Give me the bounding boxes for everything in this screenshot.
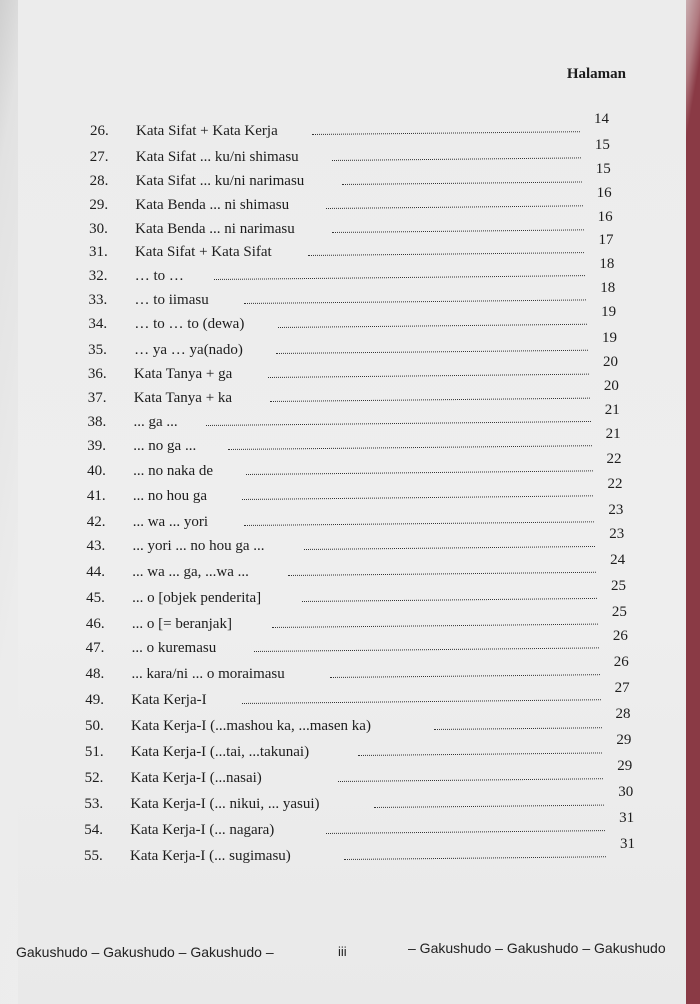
toc-entry xyxy=(87,402,648,436)
toc-entry xyxy=(86,578,646,612)
toc-entry-number: 27. xyxy=(89,149,109,165)
toc-entry-number: 44. xyxy=(86,564,106,580)
toc-entry xyxy=(88,304,648,338)
dot-leader xyxy=(308,252,584,256)
toc-entry-number: 41. xyxy=(86,488,106,504)
footer-page-number: iii xyxy=(338,944,347,959)
dot-leader xyxy=(278,324,587,328)
toc-entry-number: 34. xyxy=(88,316,108,332)
toc-entry xyxy=(84,758,645,792)
toc-entry xyxy=(86,476,647,510)
toc-entry xyxy=(88,256,649,290)
toc-entry-number: 51. xyxy=(84,744,104,760)
toc-entry xyxy=(89,161,650,195)
toc-entry-title: ... yori ... no hou ga ... xyxy=(132,538,265,554)
toc-entry-title: ... o kuremasu xyxy=(131,640,217,656)
dot-leader xyxy=(332,157,581,161)
toc-entry xyxy=(87,378,648,412)
dot-leader xyxy=(268,374,589,378)
toc-entry-title: Kata Kerja-I (... sugimasu) xyxy=(130,848,291,864)
toc-entry-title: ... o [= beranjak] xyxy=(131,616,232,632)
toc-entry xyxy=(89,209,649,243)
toc-entry-number: 47. xyxy=(85,640,105,656)
dot-leader xyxy=(338,778,603,782)
toc-entry-page-number: 23 xyxy=(609,526,625,542)
toc-entry-page-number: 16 xyxy=(596,185,612,201)
toc-entry-number: 48. xyxy=(85,666,105,682)
toc-entry-number: 32. xyxy=(88,268,108,284)
dot-leader xyxy=(254,647,599,652)
toc-entry-page-number: 16 xyxy=(597,209,613,225)
toc-entry xyxy=(87,354,648,388)
toc-entry xyxy=(84,836,644,870)
toc-entry-page-number: 25 xyxy=(611,578,627,594)
toc-entry-page-number: 25 xyxy=(611,604,627,620)
toc-entry-title: Kata Kerja-I (... nagara) xyxy=(130,822,275,838)
dot-leader xyxy=(332,229,584,233)
toc-entry-page-number: 19 xyxy=(602,330,618,346)
toc-entry-number: 54. xyxy=(84,822,103,838)
toc-entry-number: 45. xyxy=(86,590,105,606)
dot-leader xyxy=(304,546,595,550)
toc-entry-page-number: 19 xyxy=(601,304,617,320)
toc-entry-number: 53. xyxy=(84,796,104,812)
toc-entry-title: Kata Tanya + ga xyxy=(133,366,233,382)
toc-entry xyxy=(85,628,646,662)
dot-leader xyxy=(342,181,582,185)
toc-entry-number: 30. xyxy=(89,221,108,237)
dot-leader xyxy=(206,421,591,426)
toc-entry-page-number: 26 xyxy=(613,654,629,670)
toc-entry-number: 39. xyxy=(87,438,107,454)
toc-entry-title: Kata Benda ... ni shimasu xyxy=(135,197,290,213)
toc-entry-number: 26. xyxy=(90,123,109,139)
toc-entry-title: Kata Kerja-I (...nasai) xyxy=(130,770,262,786)
toc-entry-number: 46. xyxy=(85,616,105,632)
dot-leader xyxy=(374,805,604,808)
toc-entry-page-number: 21 xyxy=(604,402,620,418)
toc-entry-title: ... no ga ... xyxy=(133,438,197,454)
toc-entry xyxy=(86,552,646,586)
dot-leader xyxy=(242,699,601,704)
toc-entry-number: 29. xyxy=(89,197,109,213)
toc-entry xyxy=(88,330,648,364)
toc-entry-number: 37. xyxy=(87,390,107,406)
dot-leader xyxy=(326,205,583,209)
toc-entry-title: Kata Sifat + Kata Kerja xyxy=(136,123,278,139)
toc-entry-page-number: 14 xyxy=(594,111,609,127)
dot-leader xyxy=(434,727,602,730)
toc-entry-title: … ya … ya(nado) xyxy=(134,342,243,358)
toc-entry-page-number: 22 xyxy=(607,476,623,492)
toc-entry xyxy=(87,426,647,460)
toc-entry-number: 35. xyxy=(88,342,107,358)
toc-entry-number: 55. xyxy=(84,848,103,864)
toc-entry xyxy=(88,232,649,266)
toc-entry-page-number: 23 xyxy=(608,502,624,518)
toc-entry-page-number: 18 xyxy=(600,280,616,296)
footer-right-text: – Gakushudo – Gakushudo – Gakushudo xyxy=(408,940,666,956)
toc-entry xyxy=(89,185,649,219)
dot-leader xyxy=(228,445,592,450)
toc-entry xyxy=(88,280,649,314)
dot-leader xyxy=(244,521,594,526)
toc-entry-page-number: 15 xyxy=(595,161,611,177)
toc-entry-page-number: 31 xyxy=(620,836,635,852)
toc-entry-title: ... no naka de xyxy=(133,463,214,479)
toc-entry-title: Kata Kerja-I xyxy=(131,692,207,708)
toc-entry-title: Kata Benda ... ni narimasu xyxy=(135,221,295,237)
toc-entry-number: 40. xyxy=(87,463,106,479)
dot-leader xyxy=(272,624,598,628)
toc-entry xyxy=(85,654,645,688)
toc-entry xyxy=(87,451,647,485)
toc-entry-title: … to … to (dewa) xyxy=(134,316,245,332)
toc-entry-number: 49. xyxy=(85,692,104,708)
toc-entry-page-number: 30 xyxy=(618,784,634,800)
toc-entry-page-number: 29 xyxy=(617,758,633,774)
toc-entry-page-number: 20 xyxy=(603,378,619,394)
toc-entry-title: ... wa ... yori xyxy=(132,514,209,530)
dot-leader xyxy=(276,350,588,354)
dot-leader xyxy=(344,856,606,860)
toc-entry-page-number: 20 xyxy=(602,354,618,370)
toc-entry-title: Kata Tanya + ka xyxy=(133,390,233,406)
dot-leader xyxy=(244,299,586,304)
toc-entry-page-number: 18 xyxy=(599,256,615,272)
toc-entry-number: 38. xyxy=(87,414,107,430)
toc-entry-number: 36. xyxy=(87,366,107,382)
page-column-heading: Halaman xyxy=(566,66,626,82)
toc-entry-title: ... o [objek penderita] xyxy=(132,590,262,606)
toc-entry-page-number: 15 xyxy=(594,137,610,153)
toc-entry-number: 52. xyxy=(84,770,104,786)
toc-entry xyxy=(90,111,650,145)
dot-leader xyxy=(270,398,590,402)
toc-entry-page-number: 29 xyxy=(616,732,632,748)
toc-entry xyxy=(85,604,646,638)
dot-leader xyxy=(330,674,600,678)
toc-entry-title: ... ga ... xyxy=(133,414,178,430)
toc-entry xyxy=(86,526,646,560)
toc-entry-title: ... no hou ga xyxy=(132,488,208,504)
toc-entry xyxy=(85,680,645,714)
toc-entry-number: 50. xyxy=(85,718,104,734)
toc-entry-page-number: 21 xyxy=(605,426,621,442)
toc-entry-title: ... kara/ni ... o moraimasu xyxy=(131,666,285,682)
dot-leader xyxy=(288,572,596,576)
toc-entry-page-number: 28 xyxy=(615,706,631,722)
toc-entry-number: 33. xyxy=(88,292,108,308)
toc-entry-title: … to iimasu xyxy=(134,292,209,308)
dot-leader xyxy=(246,470,593,475)
dot-leader xyxy=(312,131,580,135)
toc-entry xyxy=(85,706,645,740)
toc-entry xyxy=(84,810,644,844)
toc-entry-number: 42. xyxy=(86,514,106,530)
toc-entry-title: Kata Kerja-I (... nikui, ... yasui) xyxy=(130,796,320,812)
toc-entry-title: … to … xyxy=(134,268,184,284)
toc-entry-page-number: 24 xyxy=(610,552,626,568)
toc-entry-number: 43. xyxy=(86,538,106,554)
toc-entry-title: Kata Kerja-I (...mashou ka, ...masen ka) xyxy=(131,718,371,734)
toc-entry-title: Kata Sifat ... ku/ni shimasu xyxy=(135,149,299,165)
toc-entry xyxy=(89,137,650,171)
dot-leader xyxy=(214,275,585,280)
toc-entry-title: ... wa ... ga, ...wa ... xyxy=(132,564,249,580)
page-footer xyxy=(0,940,700,964)
dot-leader xyxy=(358,752,602,756)
toc-entry-page-number: 22 xyxy=(606,451,622,467)
dot-leader xyxy=(326,830,605,834)
toc-entry-title: Kata Sifat + Kata Sifat xyxy=(134,244,272,260)
dot-leader xyxy=(242,495,593,500)
toc-entry-number: 31. xyxy=(88,244,108,260)
dot-leader xyxy=(302,598,597,602)
toc-entry-number: 28. xyxy=(89,173,109,189)
toc-entry-page-number: 27 xyxy=(614,680,630,696)
toc-entry-page-number: 26 xyxy=(612,628,628,644)
toc-entry-title: Kata Kerja-I (...tai, ...takunai) xyxy=(130,744,310,760)
toc-entry-page-number: 17 xyxy=(598,232,614,248)
toc-entry-page-number: 31 xyxy=(619,810,635,826)
toc-entry-title: Kata Sifat ... ku/ni narimasu xyxy=(135,173,305,189)
toc-entry xyxy=(84,732,645,766)
toc-entry xyxy=(84,784,644,818)
toc-entry xyxy=(86,502,647,536)
footer-left-text: Gakushudo – Gakushudo – Gakushudo – xyxy=(16,944,274,960)
